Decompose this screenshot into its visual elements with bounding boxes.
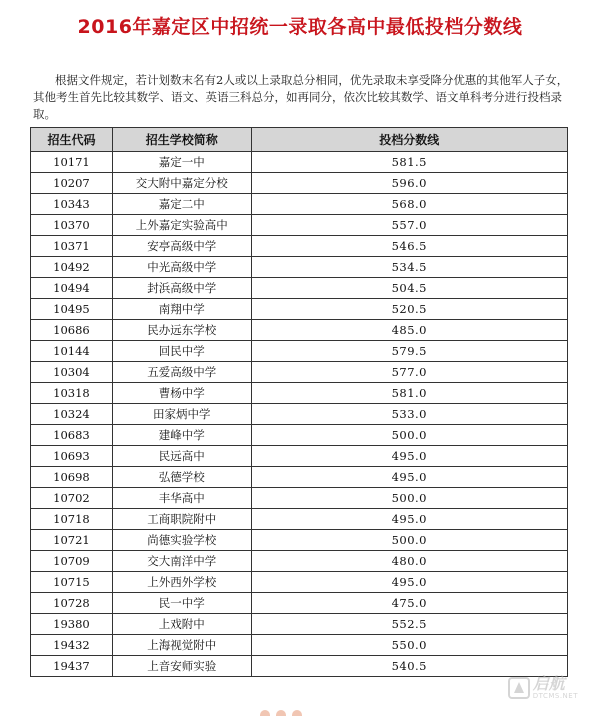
score-cell: 485.0: [251, 320, 567, 341]
school-name-cell: 封浜高级中学: [112, 278, 251, 299]
table-row: [31, 509, 568, 530]
school-code-cell: 10144: [31, 341, 113, 362]
school-name-cell: 上外西外学校: [112, 572, 251, 593]
score-cell: 581.5: [251, 152, 567, 173]
bottom-decoration: [260, 708, 320, 716]
school-name-cell: 尚德实验学校: [112, 530, 251, 551]
school-code-cell: 10698: [31, 467, 113, 488]
school-name-cell: 上外嘉定实验高中: [112, 215, 251, 236]
school-name-cell: 民办远东学校: [112, 320, 251, 341]
school-code-cell: 10728: [31, 593, 113, 614]
school-code-cell: 10495: [31, 299, 113, 320]
score-cell: 550.0: [251, 635, 567, 656]
school-code-cell: 10318: [31, 383, 113, 404]
school-code-cell: 10207: [31, 173, 113, 194]
score-cell: 495.0: [251, 509, 567, 530]
score-cell: 500.0: [251, 425, 567, 446]
school-name-cell: 田家炳中学: [112, 404, 251, 425]
watermark-subtext: DTCMS.NET: [532, 692, 578, 700]
school-code-cell: 10371: [31, 236, 113, 257]
school-name-cell: 中光高级中学: [112, 257, 251, 278]
school-code-cell: 10693: [31, 446, 113, 467]
school-name-cell: 工商职院附中: [112, 509, 251, 530]
school-name-cell: 丰华高中: [112, 488, 251, 509]
school-name-cell: 回民中学: [112, 341, 251, 362]
table-row: [31, 593, 568, 614]
school-name-cell: 民一中学: [112, 593, 251, 614]
score-cell: 504.5: [251, 278, 567, 299]
table-row: [31, 194, 568, 215]
school-code-cell: 10715: [31, 572, 113, 593]
decor-dot-icon: [260, 710, 270, 716]
table-row: [31, 425, 568, 446]
school-name-cell: 嘉定一中: [112, 152, 251, 173]
score-cell: 557.0: [251, 215, 567, 236]
school-code-cell: 10304: [31, 362, 113, 383]
score-cell: 495.0: [251, 446, 567, 467]
table-row: [31, 467, 568, 488]
school-code-cell: 10702: [31, 488, 113, 509]
school-name-cell: 民远高中: [112, 446, 251, 467]
school-code-cell: 10718: [31, 509, 113, 530]
table-row: [31, 656, 568, 677]
school-code-cell: 19437: [31, 656, 113, 677]
school-code-cell: 10343: [31, 194, 113, 215]
school-name-cell: 弘德学校: [112, 467, 251, 488]
school-code-cell: 10324: [31, 404, 113, 425]
table-row: [31, 341, 568, 362]
school-name-cell: 安亭高级中学: [112, 236, 251, 257]
table-row: [31, 236, 568, 257]
school-name-cell: 上音安师实验: [112, 656, 251, 677]
school-name-cell: 五爱高级中学: [112, 362, 251, 383]
school-name-cell: 上戏附中: [112, 614, 251, 635]
table-row: [31, 614, 568, 635]
table-header-row: [31, 128, 568, 152]
school-name-cell: 嘉定二中: [112, 194, 251, 215]
school-code-cell: 10492: [31, 257, 113, 278]
table-row: [31, 152, 568, 173]
score-cell: 579.5: [251, 341, 567, 362]
page-title: 2016年嘉定区中招统一录取各高中最低投档分数线: [77, 16, 523, 38]
school-name-cell: 交大附中嘉定分校: [112, 173, 251, 194]
score-cell: 480.0: [251, 551, 567, 572]
table-row: [31, 404, 568, 425]
table-row: [31, 446, 568, 467]
school-code-cell: 19380: [31, 614, 113, 635]
score-cell: 546.5: [251, 236, 567, 257]
school-code-cell: 10686: [31, 320, 113, 341]
table-row: [31, 362, 568, 383]
school-code-cell: 19432: [31, 635, 113, 656]
school-name-cell: 建峰中学: [112, 425, 251, 446]
table-row: [31, 257, 568, 278]
score-cell: 500.0: [251, 530, 567, 551]
intro-paragraph: 根据文件规定，若计划数末名有2人或以上录取总分相同，优先录取未享受降分优惠的其他军人子女，其他考生首先比较其数学、语文、英语三科总分，如再同分，依次比较其数学、语文单科考分进行投档录取。: [33, 73, 569, 121]
score-cell: 581.0: [251, 383, 567, 404]
table-row: [31, 299, 568, 320]
score-cell: 577.0: [251, 362, 567, 383]
score-cell: 568.0: [251, 194, 567, 215]
header-code: 招生代码: [31, 128, 113, 152]
site-watermark: [508, 676, 578, 700]
table-row: [31, 572, 568, 593]
table-row: [31, 488, 568, 509]
school-code-cell: 10721: [31, 530, 113, 551]
table-row: [31, 278, 568, 299]
table-row: [31, 215, 568, 236]
sail-logo-icon: [508, 677, 530, 699]
score-cell: 534.5: [251, 257, 567, 278]
score-cell: 520.5: [251, 299, 567, 320]
table-row: [31, 635, 568, 656]
score-cell: 495.0: [251, 572, 567, 593]
score-cell: 533.0: [251, 404, 567, 425]
score-cell: 495.0: [251, 467, 567, 488]
school-name-cell: 上海视觉附中: [112, 635, 251, 656]
school-code-cell: 10683: [31, 425, 113, 446]
table-row: [31, 173, 568, 194]
table-row: [31, 320, 568, 341]
table-row: [31, 551, 568, 572]
school-code-cell: 10494: [31, 278, 113, 299]
school-code-cell: 10171: [31, 152, 113, 173]
watermark-text: 启航: [532, 674, 565, 693]
decor-dot-icon: [292, 710, 302, 716]
score-table: [30, 127, 568, 677]
school-name-cell: 南翔中学: [112, 299, 251, 320]
header-school: 招生学校简称: [112, 128, 251, 152]
school-code-cell: 10370: [31, 215, 113, 236]
decor-dot-icon: [276, 710, 286, 716]
school-name-cell: 交大南洋中学: [112, 551, 251, 572]
header-score: 投档分数线: [251, 128, 567, 152]
score-cell: 596.0: [251, 173, 567, 194]
score-cell: 552.5: [251, 614, 567, 635]
school-name-cell: 曹杨中学: [112, 383, 251, 404]
school-code-cell: 10709: [31, 551, 113, 572]
score-cell: 475.0: [251, 593, 567, 614]
table-row: [31, 383, 568, 404]
score-cell: 500.0: [251, 488, 567, 509]
score-cell: 540.5: [251, 656, 567, 677]
table-row: [31, 530, 568, 551]
